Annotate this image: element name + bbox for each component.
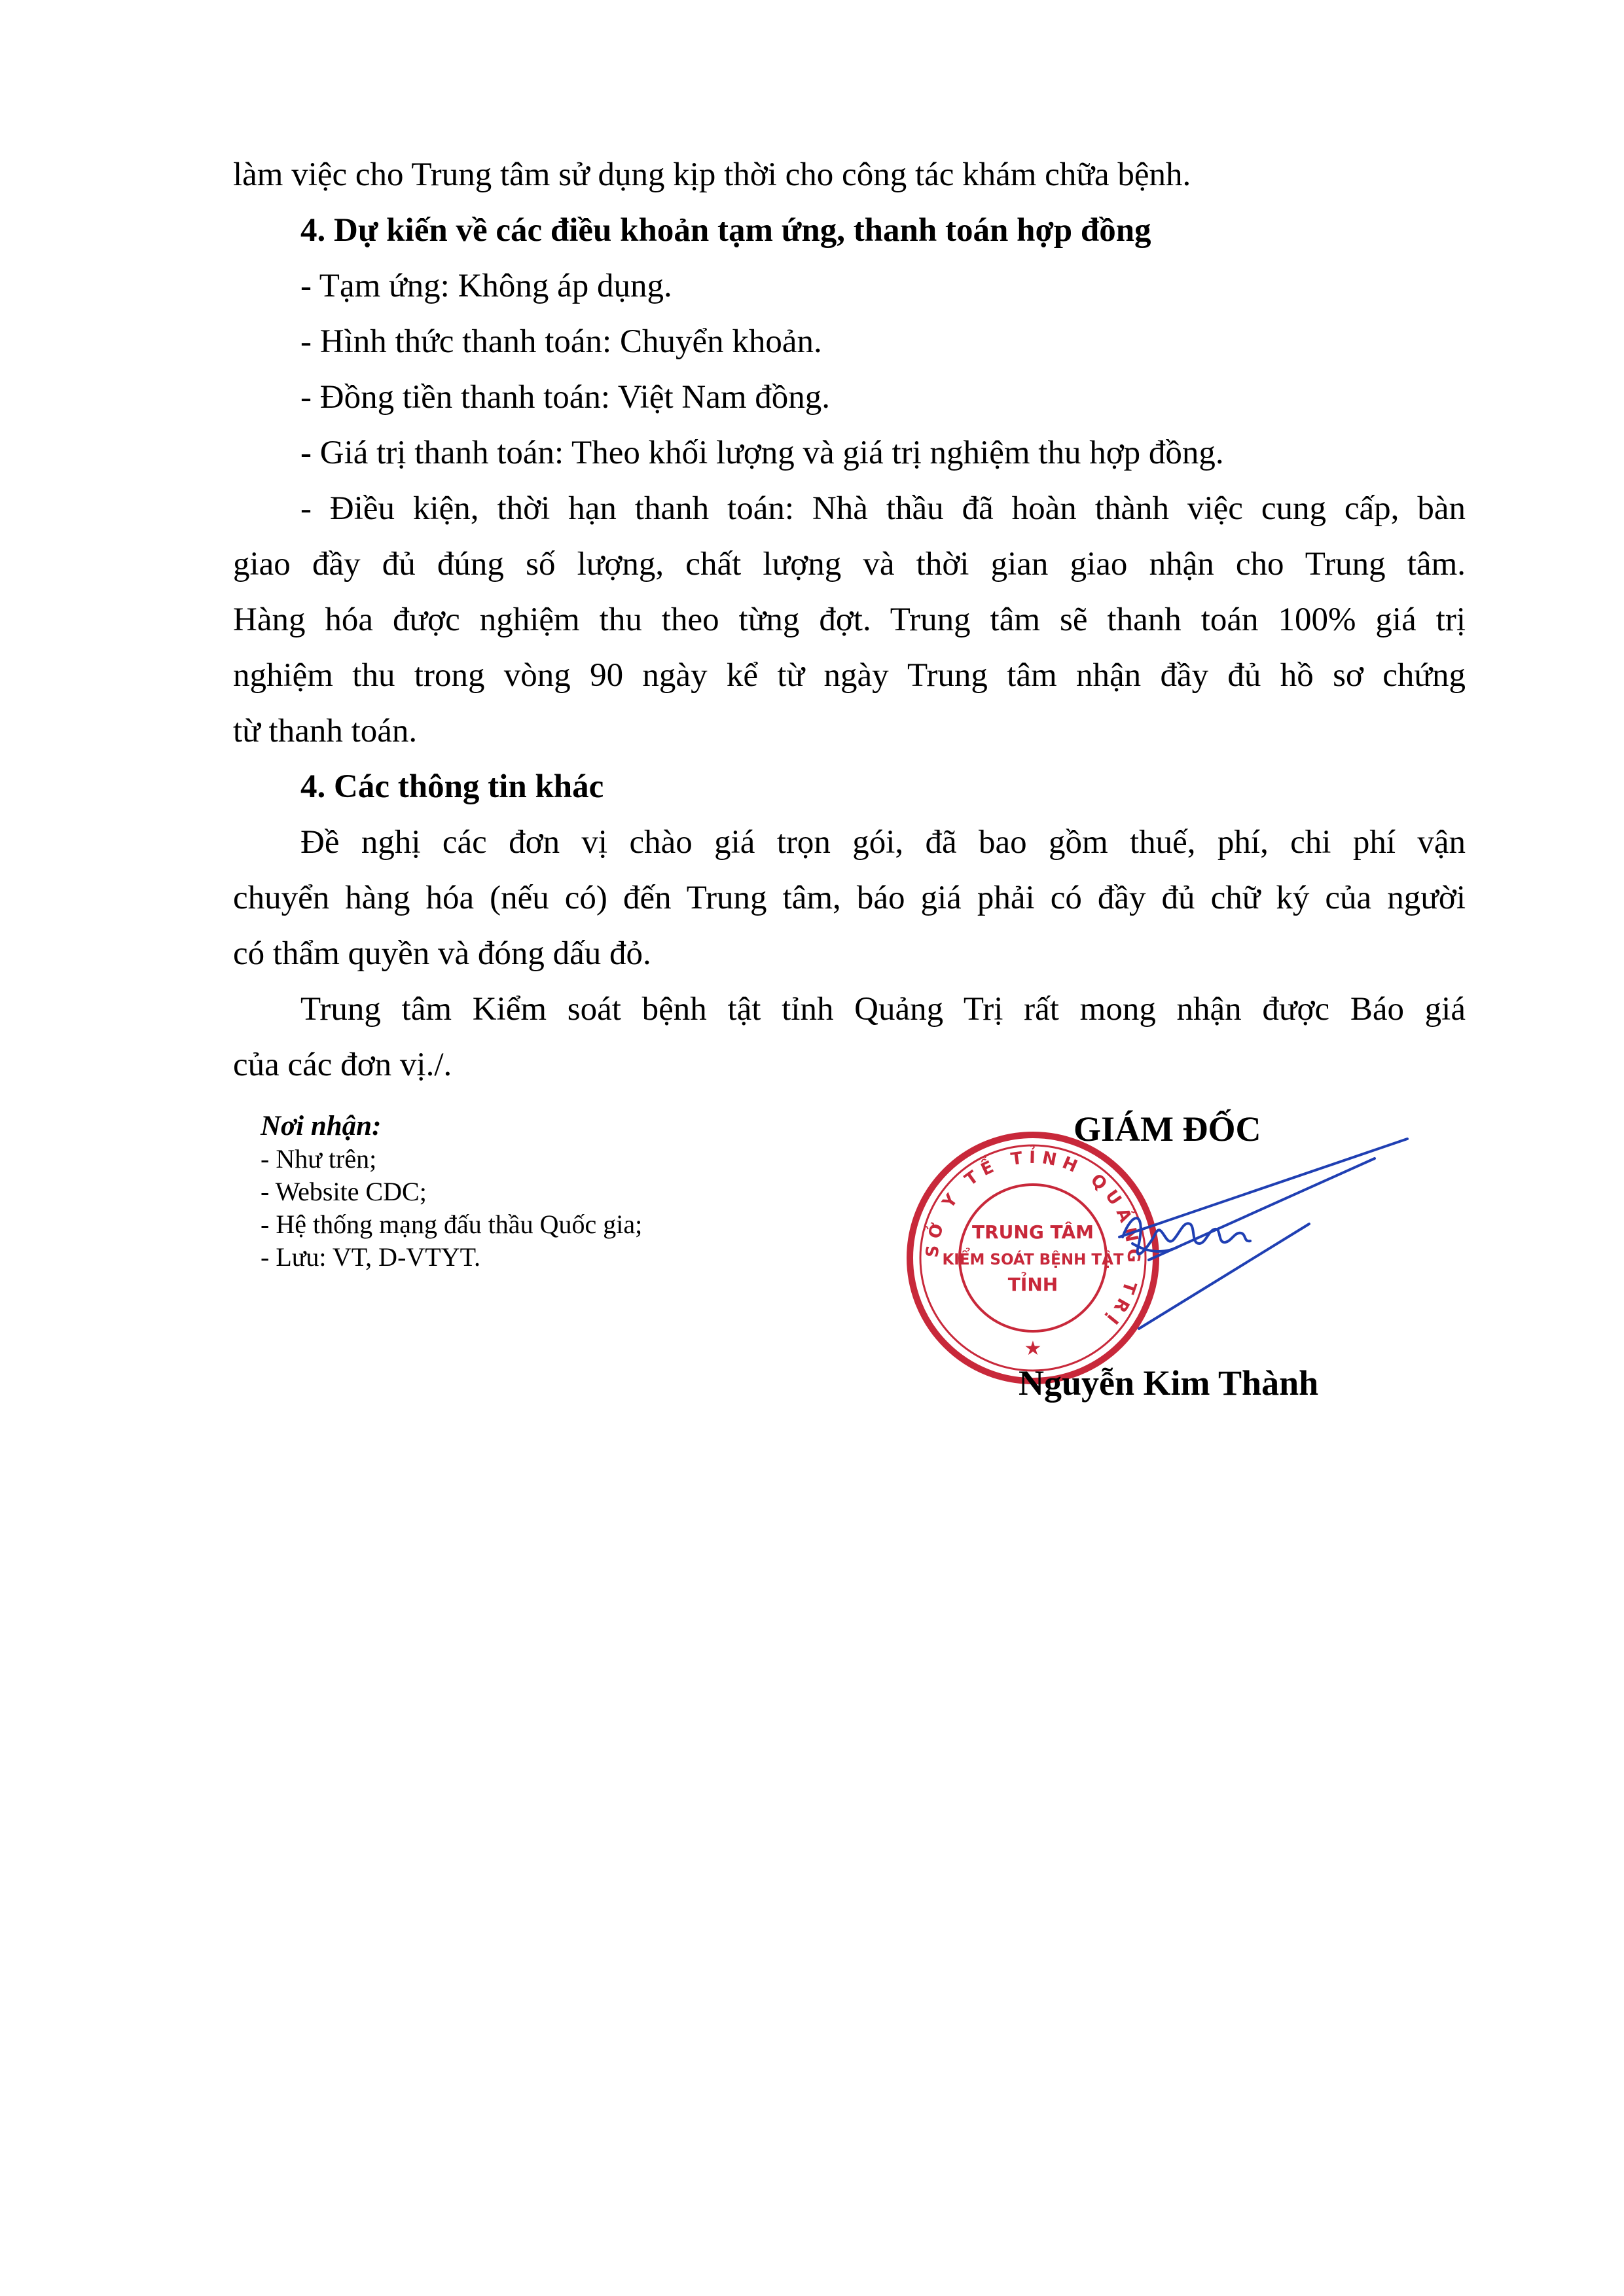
conditions-line: - Điều kiện, thời hạn thanh toán: Nhà thầu đã hoàn thành việc cung cấp, bàn (300, 490, 1466, 527)
other-info-line: chuyển hàng hóa (nếu có) đến Trung tâm, báo giá phải có đầy đủ chữ ký của người (233, 880, 1466, 916)
section-heading-payment: 4. Dự kiến về các điều khoản tạm ứng, thanh toán hợp đồng (300, 212, 1151, 249)
stamp-star-icon: ★ (1024, 1337, 1042, 1360)
paragraph-line: làm việc cho Trung tâm sử dụng kịp thời cho công tác khám chữa bệnh. (233, 156, 1191, 193)
recipients-block (261, 1110, 642, 1274)
recipient-item: - Hệ thống mạng đấu thầu Quốc gia; (261, 1210, 643, 1239)
closing-line: của các đơn vị./. (233, 1047, 452, 1083)
document-body (233, 147, 1466, 1093)
stamp-center-line: KIỂM SOÁT BỆNH TẬT (942, 1251, 1124, 1268)
signer-name: Nguyễn Kim Thành (1019, 1363, 1319, 1403)
stamp-center-line: TRUNG TÂM (971, 1221, 1094, 1243)
recipients-title: Nơi nhận: (261, 1111, 382, 1141)
recipient-item: - Lưu: VT, D-VTYT. (261, 1242, 481, 1272)
advance-item: - Tạm ứng: Không áp dụng. (300, 268, 672, 304)
conditions-line: từ thanh toán. (233, 713, 418, 749)
other-info-line: Đề nghị các đơn vị chào giá trọn gói, đã bao gồm thuế, phí, chi phí vận (300, 824, 1466, 861)
handwritten-signature (1034, 1113, 1414, 1374)
recipient-item: - Website CDC; (261, 1177, 427, 1206)
recipient-item: - Như trên; (261, 1144, 377, 1174)
closing-line: Trung tâm Kiểm soát bệnh tật tỉnh Quảng Trị rất mong nhận được Báo giá (300, 991, 1466, 1028)
conditions-line: giao đầy đủ đúng số lượng, chất lượng và thời gian giao nhận cho Trung tâm. (233, 546, 1466, 583)
other-info-line: có thẩm quyền và đóng dấu đỏ. (233, 935, 651, 972)
stamp-ring-text: SỞ Y TẾ TỈNH QUẢNG TRỊ (922, 1147, 1144, 1333)
payment-method-item: - Hình thức thanh toán: Chuyển khoản. (300, 323, 822, 360)
stamp-center-line: TỈNH (1007, 1274, 1058, 1295)
section-heading-other: 4. Các thông tin khác (300, 768, 604, 805)
conditions-line: nghiệm thu trong vòng 90 ngày kể từ ngày Trung tâm nhận đầy đủ hồ sơ chứng (233, 657, 1466, 694)
signature-title: GIÁM ĐỐC (1074, 1109, 1261, 1149)
payment-value-item: - Giá trị thanh toán: Theo khối lượng và giá trị nghiệm thu hợp đồng. (300, 435, 1224, 471)
currency-item: - Đồng tiền thanh toán: Việt Nam đồng. (300, 379, 831, 416)
conditions-line: Hàng hóa được nghiệm thu theo từng đợt. Trung tâm sẽ thanh toán 100% giá trị (233, 601, 1466, 638)
